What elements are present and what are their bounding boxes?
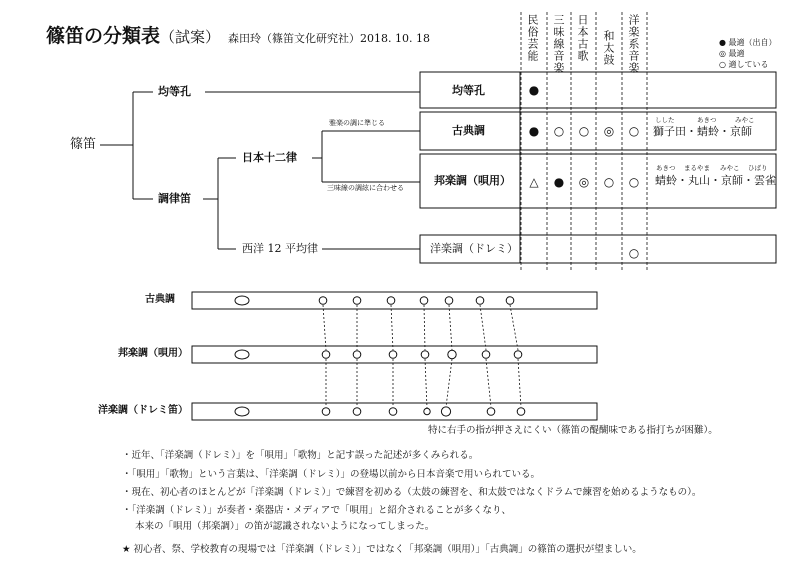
author-line: 森田玲（篠笛文化研究社）2018. 10. 18: [228, 32, 430, 45]
col-header-minzoku: 民俗芸能: [526, 14, 539, 62]
mark-r2-c3: ○: [603, 175, 615, 189]
shamisen-note: 三味線の調絃に合わせる: [327, 184, 404, 192]
ruby-akitsu-2: あきつ: [656, 164, 676, 172]
page-title: 篠笛の分類表（試案）: [46, 25, 221, 47]
col-header-kokashi: 日本古歌: [576, 14, 589, 62]
row-label-hougaku: 邦楽調（唄用）: [434, 174, 511, 187]
example-koten: 獅子田・蜻蛉・京師: [653, 125, 752, 138]
mark-r1-c0: ●: [528, 124, 540, 138]
example-hougaku: 蜻蛉・丸山・京師・雲雀: [655, 174, 776, 187]
mark-r2-c4: ○: [628, 175, 640, 189]
mark-r2-c1: ●: [553, 175, 565, 189]
mark-r2-c2: ◎: [578, 175, 590, 189]
flute-label-koten: 古典調: [145, 294, 175, 305]
ruby-miyako-1: みやこ: [735, 116, 755, 124]
col-header-wadaiko: 和太鼓: [602, 30, 615, 66]
mark-r1-c2: ○: [578, 124, 590, 138]
note-5: 本来の「唄用（邦楽調）」の笛が認識されないようになってしまった。: [135, 521, 435, 532]
mark-r1-c1: ○: [553, 124, 565, 138]
root-label: 篠笛: [70, 137, 97, 152]
flute-label-hougaku: 邦楽調（唄用）: [118, 348, 188, 359]
flute-label-yougaku: 洋楽調（ドレミ笛）: [98, 405, 188, 416]
note-3: ・現在、初心者のほとんどが「洋楽調（ドレミ）」で練習を初める（太鼓の練習を、和太鼓ではなくドラムで練習を始めるようなもの）。: [122, 487, 702, 498]
ruby-hibari: ひばり: [748, 164, 768, 172]
recommendation: ★ 初心者、祭、学校教育の現場では「洋楽調（ドレミ）」ではなく「邦楽調（唄用）」「古典調」の篠笛の選択が望ましい。: [122, 544, 642, 555]
ruby-akitsu-1: あきつ: [697, 116, 717, 124]
col-header-yougaku: 洋楽系音楽: [627, 14, 640, 74]
mark-r0-c0: ●: [528, 83, 540, 97]
ruby-maruyama: まるやま: [684, 164, 710, 172]
note-1: ・近年、「洋楽調（ドレミ）」を「唄用」「歌物」と記す誤った記述が多くみられる。: [122, 450, 479, 461]
note-2: ・「唄用」「歌物」という言葉は、「洋楽調（ドレミ）」の登場以前から日本音楽で用いられている。: [122, 469, 541, 480]
mark-r3-c4: ○: [628, 246, 640, 260]
nihon12-label: 日本十二律: [242, 151, 297, 164]
legend-good: ◎ 最適: [719, 49, 745, 58]
row-label-koten: 古典調: [452, 124, 485, 137]
gagaku-note: 雅楽の調に準じる: [329, 119, 385, 127]
seiyou12-label: 西洋 12 平均律: [242, 242, 318, 255]
col-header-shamisen: 三味線音楽: [552, 14, 565, 74]
mark-r1-c4: ○: [628, 124, 640, 138]
row-label-yougaku: 洋楽調（ドレミ）: [430, 242, 518, 255]
ruby-shishita: しした: [655, 116, 675, 124]
legend-ok: ○ 適している: [719, 60, 769, 69]
ruby-miyako-2: みやこ: [720, 164, 740, 172]
chouritsu-label: 調律笛: [158, 192, 191, 205]
mark-r2-c0: △: [529, 175, 539, 189]
legend-best: ● 最適（出自）: [719, 38, 777, 47]
note-4: ・「洋楽調（ドレミ）」が奏者・楽器店・メディアで「唄用」と紹介されることが多くなり、: [122, 505, 512, 516]
flute-note: 特に右手の指が押さえにくい（篠笛の醍醐味である指打ちが困難）。: [428, 425, 718, 436]
mark-r1-c3: ◎: [603, 124, 615, 138]
row-label-kintouko: 均等孔: [452, 84, 485, 97]
kintouko-label: 均等孔: [158, 85, 191, 98]
